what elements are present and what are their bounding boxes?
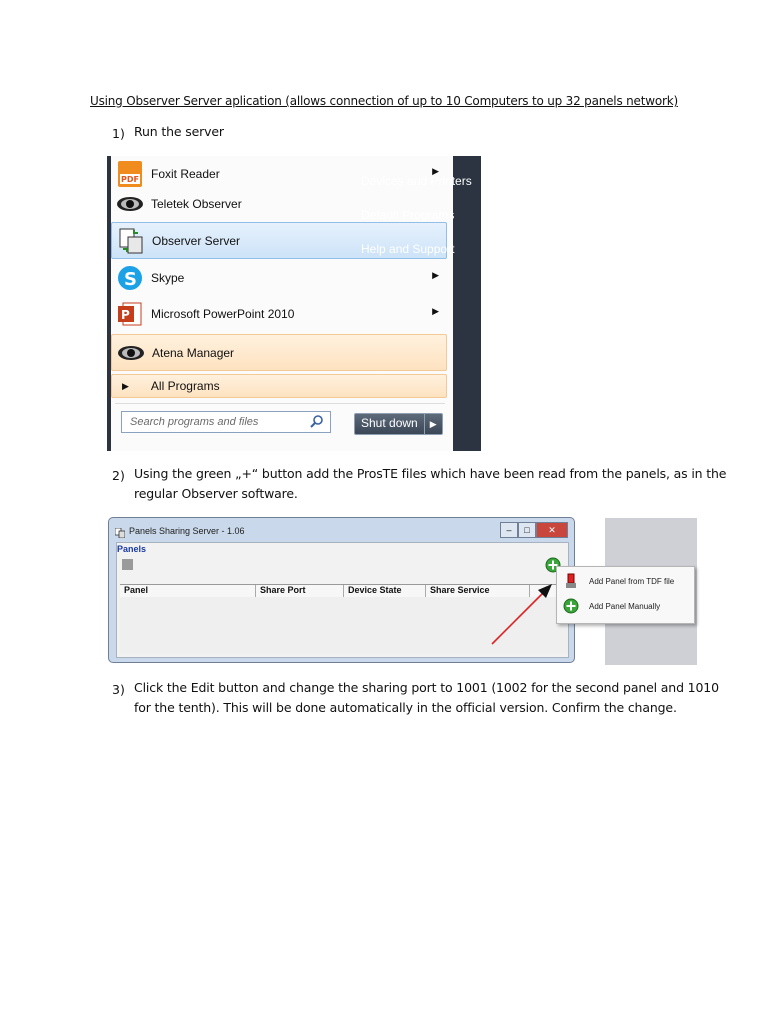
menu-item-label: Skype bbox=[151, 270, 185, 285]
column-share-port[interactable]: Share Port bbox=[256, 585, 344, 597]
popup-item-add-manually[interactable] bbox=[563, 596, 660, 616]
step-3-number: 3) bbox=[112, 682, 125, 697]
add-panel-popup-menu bbox=[556, 566, 695, 624]
window-title: Panels Sharing Server - 1.06 bbox=[129, 526, 245, 536]
add-icon bbox=[563, 598, 579, 614]
menu-item-atena-manager[interactable] bbox=[111, 334, 447, 371]
pdf-icon bbox=[115, 160, 145, 188]
document-title: Using Observer Server aplication (allows connection of up to 10 Computers to up 32 panels network) bbox=[90, 94, 678, 108]
column-device-state[interactable]: Device State bbox=[344, 585, 426, 597]
submenu-arrow-icon: ▶ bbox=[432, 270, 439, 280]
app-icon bbox=[115, 525, 125, 543]
step-1-number: 1) bbox=[112, 126, 125, 141]
expand-arrow-icon: ▶ bbox=[122, 380, 129, 391]
menu-item-label: Microsoft PowerPoint 2010 bbox=[151, 306, 295, 321]
svg-text:S: S bbox=[124, 268, 137, 290]
shutdown-label: Shut down bbox=[361, 416, 418, 430]
close-button[interactable]: ✕ bbox=[536, 522, 568, 538]
server-icon bbox=[116, 227, 146, 255]
popup-item-label: Add Panel Manually bbox=[589, 601, 661, 611]
submenu-arrow-icon: ▶ bbox=[432, 166, 439, 176]
divider bbox=[115, 403, 445, 404]
menu-item-label: Atena Manager bbox=[152, 345, 235, 360]
shutdown-options-arrow-icon[interactable]: ▶ bbox=[424, 414, 442, 434]
menu-item-label: Teletek Observer bbox=[151, 196, 242, 211]
submenu-arrow-icon: ▶ bbox=[432, 306, 439, 316]
menu-item-all-programs[interactable] bbox=[111, 374, 447, 398]
step-3-line-2: for the tenth). This will be done automatically in the official version. Confirm the change. bbox=[134, 700, 677, 715]
menu-right-devices-printers[interactable]: Devices and Printers bbox=[361, 174, 472, 188]
eye-icon bbox=[116, 339, 146, 367]
column-share-service[interactable]: Share Service bbox=[426, 585, 530, 597]
search-placeholder: Search programs and files bbox=[130, 416, 259, 428]
popup-item-label: Add Panel from TDF file bbox=[589, 576, 675, 586]
start-menu-overlay bbox=[107, 156, 481, 451]
window-controls bbox=[500, 522, 568, 538]
eye-icon bbox=[115, 190, 145, 218]
maximize-button[interactable]: □ bbox=[518, 522, 536, 538]
powerpoint-icon bbox=[115, 300, 145, 328]
panels-group-label: Panels bbox=[117, 544, 147, 554]
minimize-button[interactable]: – bbox=[500, 522, 518, 538]
stop-icon[interactable] bbox=[122, 559, 133, 570]
step-2-line-1: Using the green „+“ button add the ProsTE files which have been read from the panels, as in the bbox=[134, 466, 727, 481]
red-arrow-annotation bbox=[488, 580, 558, 650]
menu-right-default-programs[interactable]: Default Programs bbox=[361, 208, 455, 222]
step-3-line-1: Click the Edit button and change the sharing port to 1001 (1002 for the second panel and 1010 bbox=[134, 680, 719, 695]
popup-item-add-from-tdf[interactable] bbox=[563, 571, 674, 591]
svg-text:P: P bbox=[121, 307, 130, 322]
tdf-file-icon bbox=[563, 573, 579, 589]
menu-item-label: Foxit Reader bbox=[151, 166, 220, 181]
skype-icon bbox=[115, 264, 145, 292]
step-1-text: Run the server bbox=[134, 124, 224, 139]
menu-item-label: Observer Server bbox=[152, 233, 241, 248]
step-2-line-2: regular Observer software. bbox=[134, 486, 298, 501]
menu-right-help-support[interactable]: Help and Support bbox=[361, 242, 455, 256]
search-icon bbox=[310, 414, 324, 431]
menu-item-label: All Programs bbox=[150, 379, 220, 393]
menu-item-skype[interactable] bbox=[111, 260, 445, 295]
menu-item-powerpoint[interactable] bbox=[111, 296, 445, 331]
shutdown-button[interactable] bbox=[354, 413, 443, 435]
svg-text:PDF: PDF bbox=[121, 174, 139, 184]
step-2-number: 2) bbox=[112, 468, 125, 483]
column-panel[interactable]: Panel bbox=[120, 585, 256, 597]
search-input[interactable] bbox=[121, 411, 331, 433]
